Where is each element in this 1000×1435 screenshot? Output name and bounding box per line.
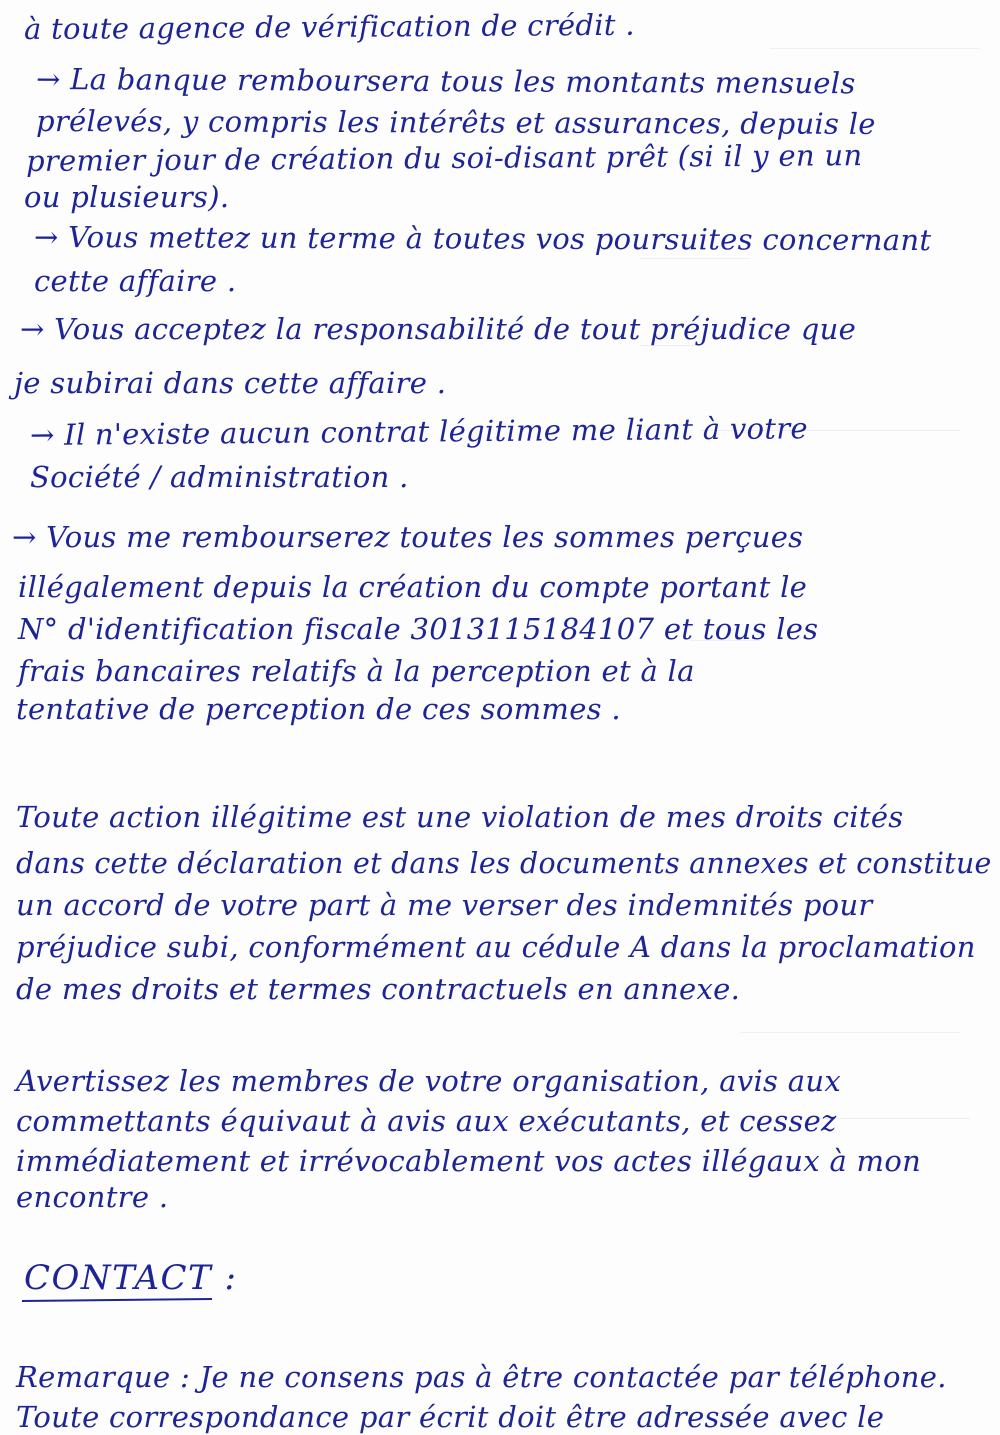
- letter-line-2: → La banque remboursera tous les montants mensuels: [35, 62, 856, 101]
- letter-line-11: Société / administration .: [30, 460, 409, 494]
- letter-line-13: illégalement depuis la création du compte portant le: [18, 570, 808, 604]
- letter-line-8: → Vous acceptez la responsabilité de tout préjudice que: [20, 312, 857, 346]
- letter-line-7: cette affaire .: [34, 264, 237, 298]
- letter-line-9: je subirai dans cette affaire .: [14, 366, 447, 400]
- contact-heading: CONTACT :: [24, 1258, 238, 1298]
- letter-line-16: tentative de perception de ces sommes .: [16, 692, 621, 726]
- letter-line-10: → Il n'existe aucun contrat légitime me liant à votre: [29, 411, 809, 452]
- letter-line-12: → Vous me rembourserez toutes les sommes perçues: [12, 520, 804, 554]
- letter-line-25: encontre .: [16, 1180, 169, 1214]
- letter-line-20: préjudice subi, conformément au cédule A dans la proclamation: [16, 930, 976, 964]
- letter-line-18: dans cette déclaration et dans les documents annexes et constitue: [16, 846, 992, 880]
- letter-line-22: Avertissez les membres de votre organisation, avis aux: [16, 1064, 841, 1098]
- remark-line-2: Toute correspondance par écrit doit être adressée avec le: [16, 1400, 885, 1434]
- letter-line-19: un accord de votre part à me verser des indemnités pour: [16, 888, 873, 922]
- letter-line-23: commettants équivaut à avis aux exécutants, et cessez: [16, 1104, 837, 1138]
- letter-line-14: N° d'identification fiscale 3013115184107 et tous les: [18, 612, 819, 646]
- remark-line-1: Remarque : Je ne consens pas à être contactée par téléphone.: [16, 1360, 947, 1394]
- letter-line-15: frais bancaires relatifs à la perception et à la: [18, 654, 695, 688]
- letter-line-4: premier jour de création du soi-disant prêt (si il y en un: [25, 138, 863, 178]
- letter-line-17: Toute action illégitime est une violation de mes droits cités: [16, 800, 904, 834]
- letter-line-6: → Vous mettez un terme à toutes vos poursuites concernant: [33, 220, 932, 258]
- letter-line-21: de mes droits et termes contractuels en annexe.: [16, 972, 741, 1006]
- letter-line-3: prélevés, y compris les intérêts et assurances, depuis le: [35, 104, 876, 141]
- letter-line-24: immédiatement et irrévocablement vos actes illégaux à mon: [16, 1144, 922, 1178]
- letter-line-5: ou plusieurs).: [24, 180, 230, 214]
- letter-line-1: à toute agence de vérification de crédit .: [23, 7, 635, 46]
